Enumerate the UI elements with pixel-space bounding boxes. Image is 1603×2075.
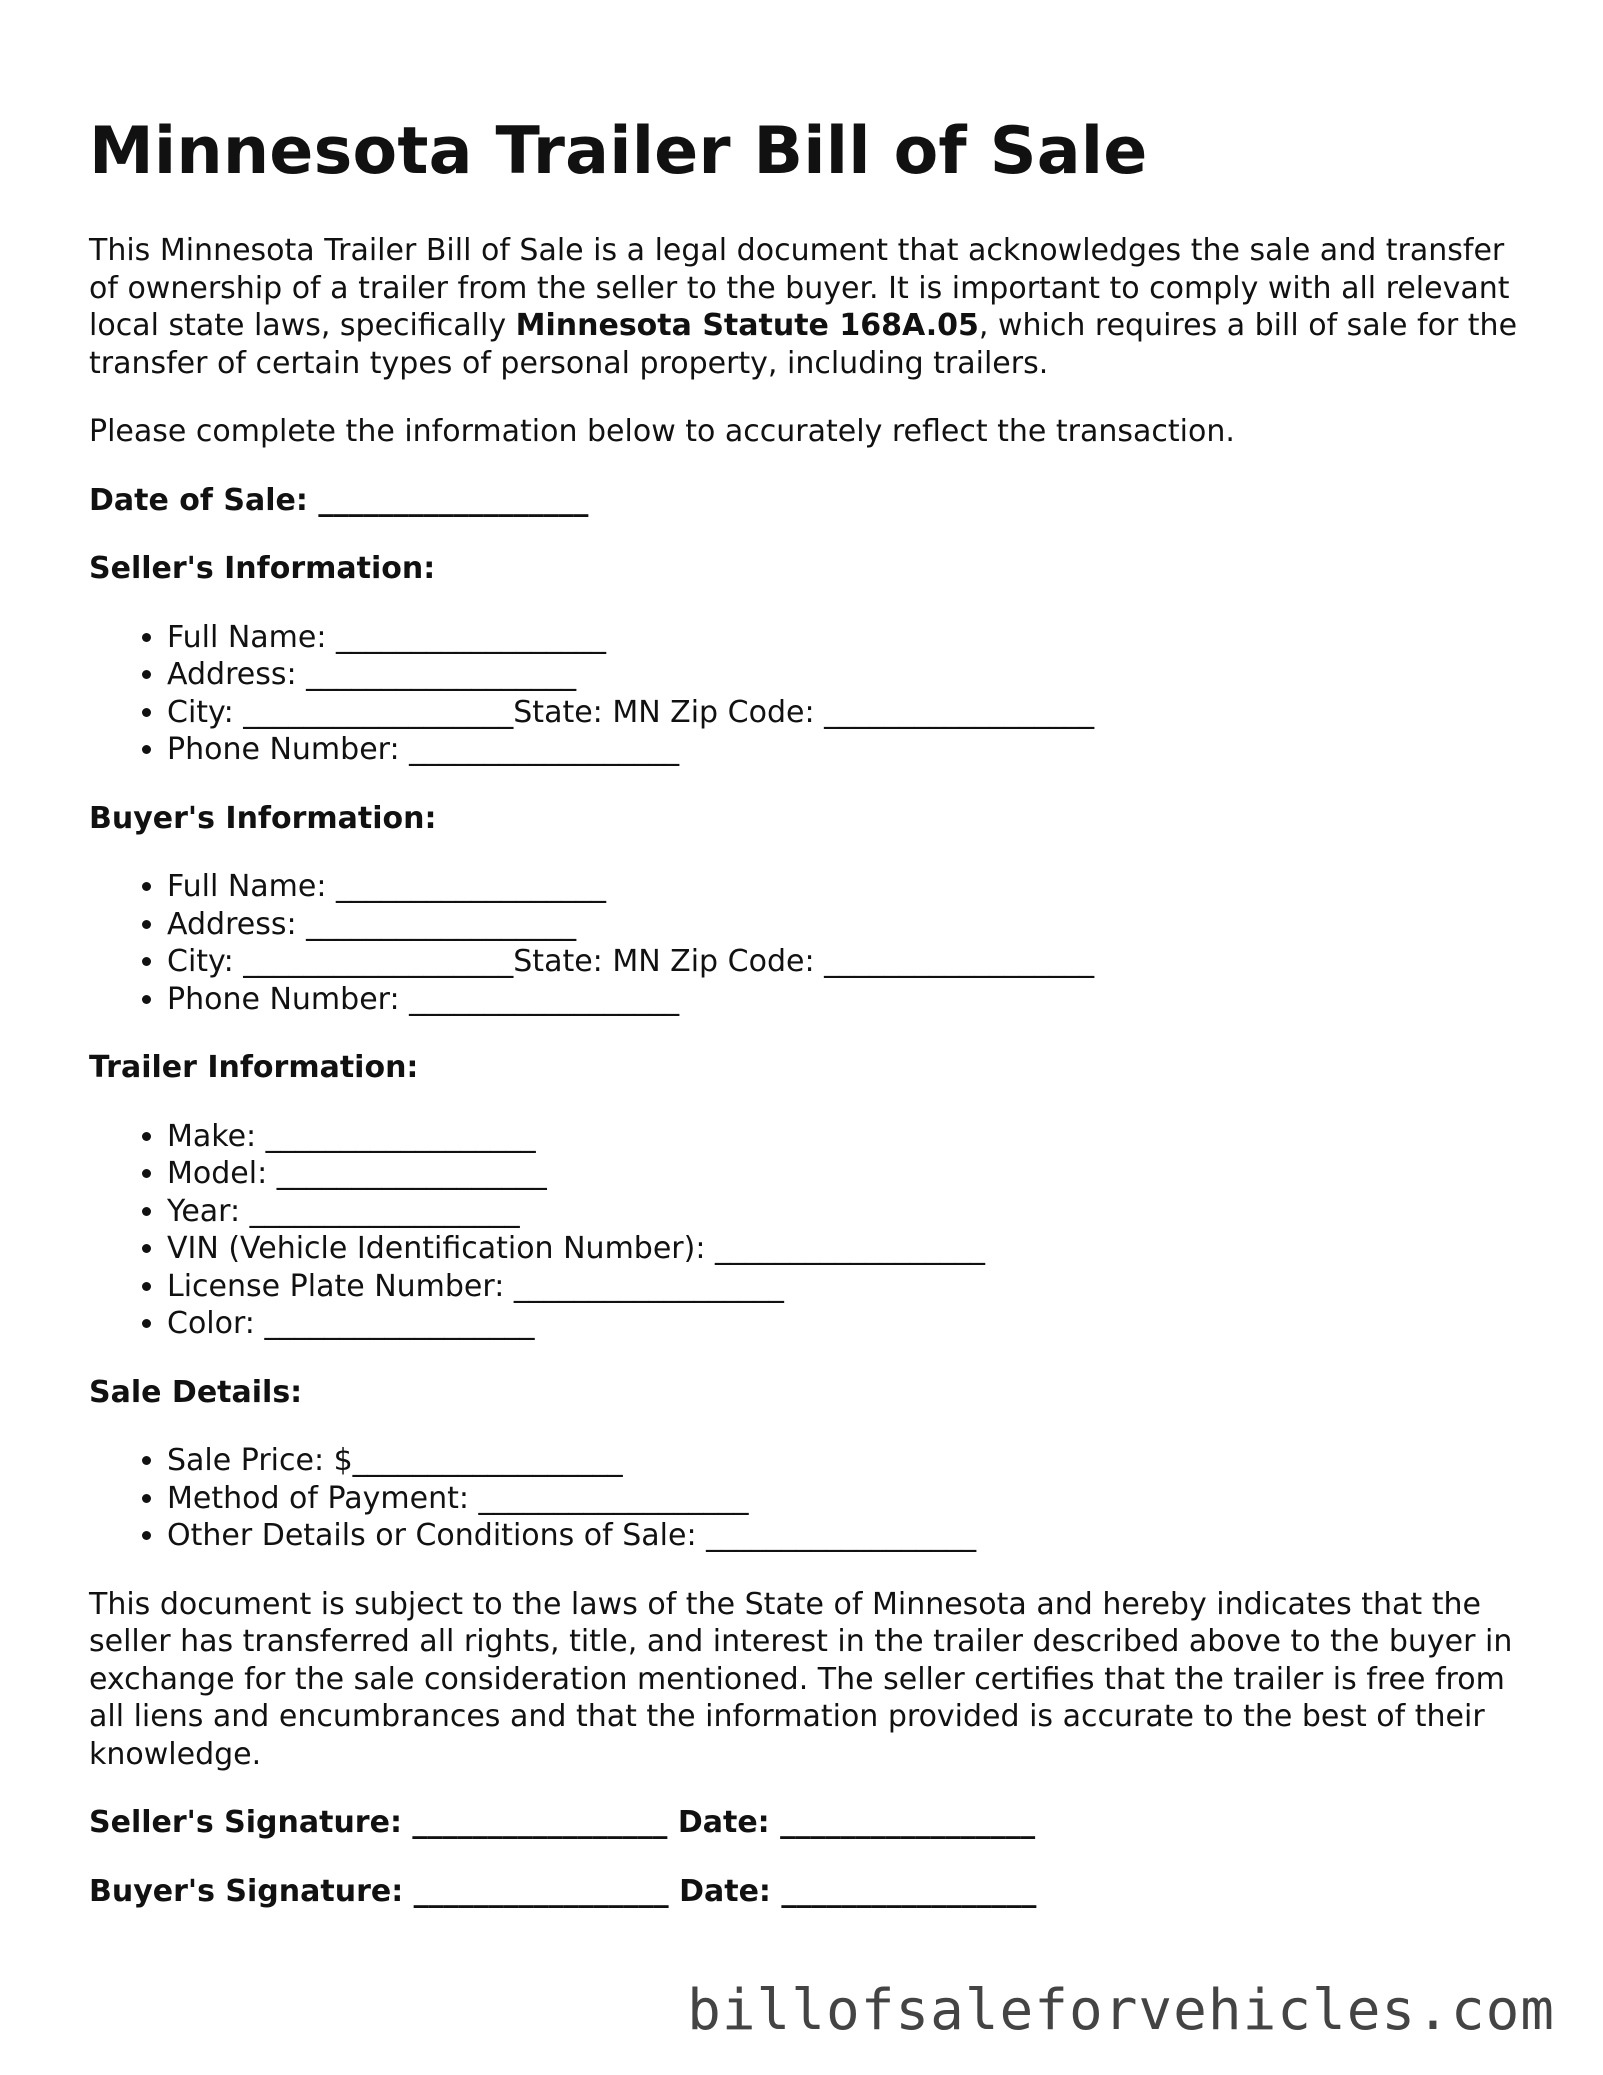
seller-full-name-field: • Full Name: __________________: [167, 619, 1529, 657]
trailer-info-heading: Trailer Information:: [89, 1050, 419, 1085]
seller-phone-field: • Phone Number: __________________: [167, 731, 1529, 769]
buyer-phone-field: • Phone Number: __________________: [167, 981, 1529, 1019]
statute-reference: Minnesota Statute 168A.05: [515, 308, 979, 343]
document-title: Minnesota Trailer Bill of Sale: [89, 114, 1148, 189]
sale-price-field: • Sale Price: $__________________: [167, 1442, 1529, 1480]
seller-info-heading: Seller's Information:: [89, 551, 436, 586]
date-of-sale-blank: __________________: [307, 482, 589, 518]
seller-signature-line: Seller's Signature: _________________ Date: _________________: [89, 1805, 1036, 1840]
instruction-text: Please complete the information below to accurately reflect the transaction.: [89, 414, 1235, 449]
buyer-info-heading: Buyer's Information:: [89, 800, 437, 836]
trailer-year-field: • Year: __________________: [167, 1193, 1529, 1231]
trailer-license-plate-field: • License Plate Number: __________________: [167, 1268, 1529, 1306]
seller-info-list: [89, 619, 1529, 769]
closing-paragraph: This document is subject to the laws of the State of Minnesota and hereby indicates that the seller has transferred all rights, title, and interest in the trailer described above to the buyer in exchange for the sale consideration mentioned. The seller certifies that the trailer is free from all liens and encumbrances and that the information provided is accurate to the best of their knowledge.: [89, 1586, 1513, 1772]
trailer-model-field: • Model: __________________: [167, 1155, 1529, 1193]
seller-address-field: • Address: __________________: [167, 656, 1529, 694]
website-watermark: billofsaleforvehicles.com: [687, 1978, 1555, 2043]
buyer-address-field: • Address: __________________: [167, 906, 1529, 944]
seller-city-state-zip-field: • City: __________________State: MN Zip Code: __________________: [167, 694, 1529, 732]
buyer-full-name-field: • Full Name: __________________: [167, 868, 1529, 906]
date-of-sale-label: Date of Sale:: [89, 482, 308, 518]
trailer-info-list: [89, 1118, 1529, 1343]
trailer-color-field: • Color: __________________: [167, 1305, 1529, 1343]
date-of-sale-line: [89, 482, 1529, 520]
buyer-signature-line: Buyer's Signature: _________________ Date: _________________: [89, 1873, 1037, 1909]
sale-details-list: [89, 1442, 1529, 1555]
other-conditions-field: • Other Details or Conditions of Sale: __________________: [167, 1517, 1529, 1555]
trailer-make-field: • Make: __________________: [167, 1118, 1529, 1156]
buyer-city-state-zip-field: • City: __________________State: MN Zip Code: __________________: [167, 943, 1529, 981]
sale-details-heading: Sale Details:: [89, 1374, 303, 1410]
intro-text-before: This Minnesota Trailer Bill of Sale is a legal document that acknowledges the sale and transfer of ownership of a trailer from the seller to the buyer. It is important to comply with all relevant local state laws, specifically: [89, 233, 1510, 343]
buyer-info-list: [89, 868, 1529, 1018]
document-page: [89, 110, 1529, 1910]
intro-text-after: , which requires a bill of sale for the transfer of certain types of personal property, including trailers.: [89, 308, 1518, 381]
payment-method-field: • Method of Payment: __________________: [167, 1480, 1529, 1518]
trailer-vin-field: • VIN (Vehicle Identification Number): __________________: [167, 1230, 1529, 1268]
intro-paragraph: [89, 232, 1529, 382]
